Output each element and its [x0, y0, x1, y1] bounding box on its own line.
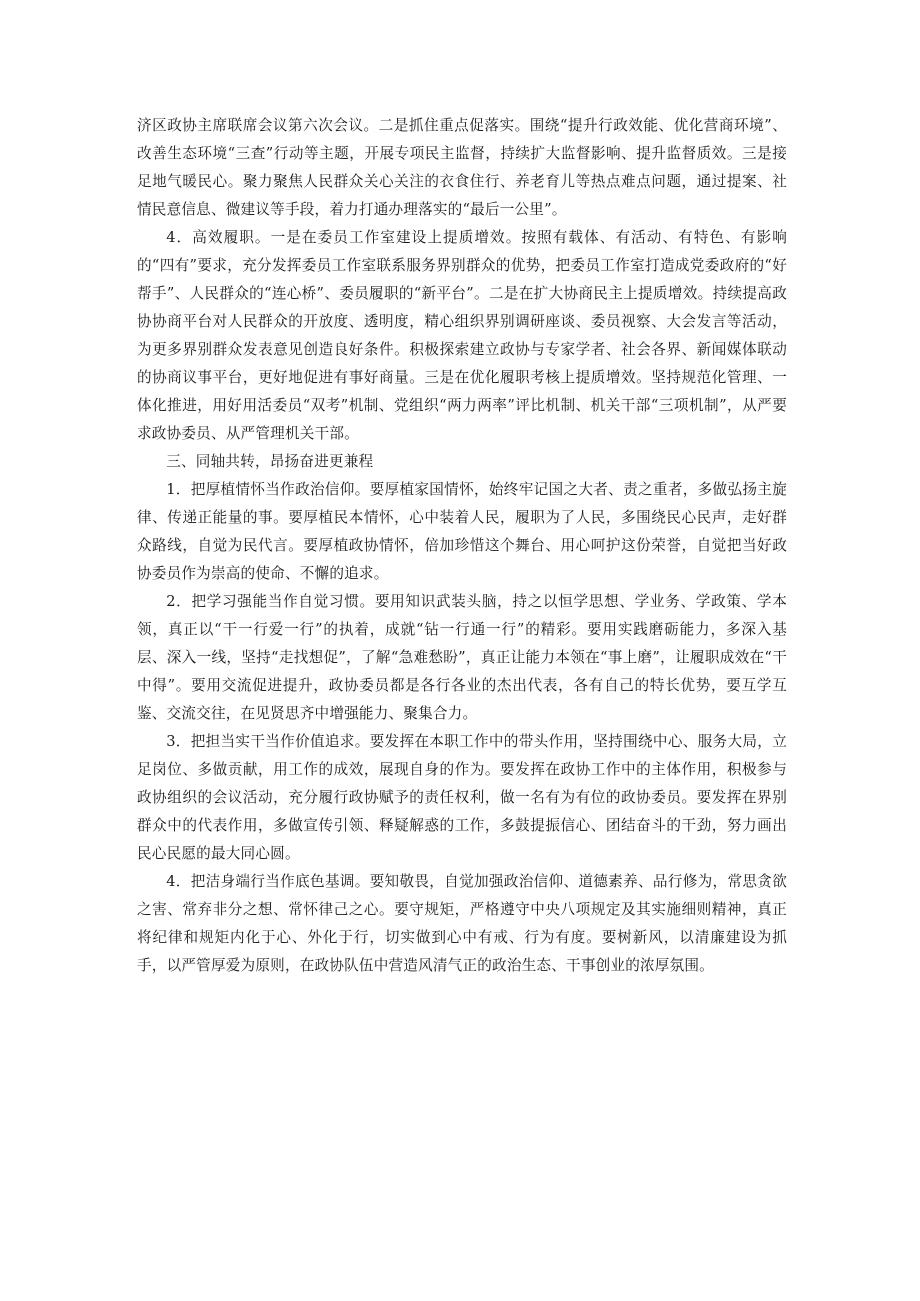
- paragraph-item-3: 3．把担当实干当作价值追求。要发挥在本职工作中的带头作用，坚持围绕中心、服务大局，立足岗位、多做贡献，用工作的成效，展现自身的作为。要发挥在政协工作中的主体作用，积极参与政协组织的会议活动，充分履行政协赋予的责任权利，做一名有为有位的政协委员。要发挥在界别群众中的代表作用，多做宣传引领、释疑解惑的工作，多鼓提振信心、团结奋斗的干劲，努力画出民心民愿的最大同心圆。: [137, 733, 787, 862]
- document-body: [137, 112, 787, 980]
- paragraph-item-1: 1．把厚植情怀当作政治信仰。要厚植家国情怀，始终牢记国之大者、责之重者，多做弘扬主旋律、传递正能量的事。要厚植民本情怀，心中装着人民，履职为了人民，多围绕民心民声，走好群众路线，自觉为民代言。要厚植政协情怀，倍加珍惜这个舞台、用心呵护这份荣誉，自觉把当好政协委员作为崇高的使命、不懈的追求。: [137, 481, 787, 582]
- paragraph-continuation: 济区政协主席联席会议第六次会议。二是抓住重点促落实。围绕“提升行政效能、优化营商环境”、改善生态环境“三查”行动等主题，开展专项民主监督，持续扩大监督影响、提升监督质效。三是接足地气暖民心。聚力聚焦人民群众关心关注的衣食住行、养老育儿等热点难点问题，通过提案、社情民意信息、微建议等手段，着力打通办理落实的“最后一公里”。: [137, 117, 787, 218]
- paragraph-item-2: 2．把学习强能当作自觉习惯。要用知识武装头脑，持之以恒学思想、学业务、学政策、学本领，真正以“干一行爱一行”的执着，成就“钻一行通一行”的精彩。要用实践磨砺能力，多深入基层、深入一线，坚持“走找想促”，了解“急难愁盼”，真正让能力本领在“事上磨”，让履职成效在“干中得”。要用交流促进提升，政协委员都是各行各业的杰出代表，各有自己的特长优势，要互学互鉴、交流交往，在见贤思齐中增强能力、聚集合力。: [137, 593, 787, 722]
- paragraph-efficient-duty: 4．高效履职。一是在委员工作室建设上提质增效。按照有载体、有活动、有特色、有影响的“四有”要求，充分发挥委员工作室联系服务界别群众的优势，把委员工作室打造成党委政府的“好帮手”、人民群众的“连心桥”、委员履职的“新平台”。二是在扩大协商民主上提质增效。持续提高政协协商平台对人民群众的开放度、透明度，精心组织界别调研座谈、委员视察、大会发言等活动，为更多界别群众发表意见创造良好条件。积极探索建立政协与专家学者、社会各界、新闻媒体联动的协商议事平台，更好地促进有事好商量。三是在优化履职考核上提质增效。坚持规范化管理、一体化推进，用好用活委员“双考”机制、党组织“两力两率”评比机制、机关干部“三项机制”，从严要求政协委员、从严管理机关干部。: [137, 229, 787, 442]
- section-heading-three: 三、同轴共转，昂扬奋进更兼程: [166, 453, 374, 470]
- paragraph-item-4: 4．把洁身端行当作底色基调。要知敬畏，自觉加强政治信仰、道德素养、品行修为，常思贪欲之害、常弃非分之想、常怀律己之心。要守规矩，严格遵守中央八项规定及其实施细则精神，真正将纪律和规矩内化于心、外化于行，切实做到心中有戒、行为有度。要树新风，以清廉建设为抓手，以严管厚爱为原则，在政协队伍中营造风清气正的政治生态、干事创业的浓厚氛围。: [137, 873, 787, 974]
